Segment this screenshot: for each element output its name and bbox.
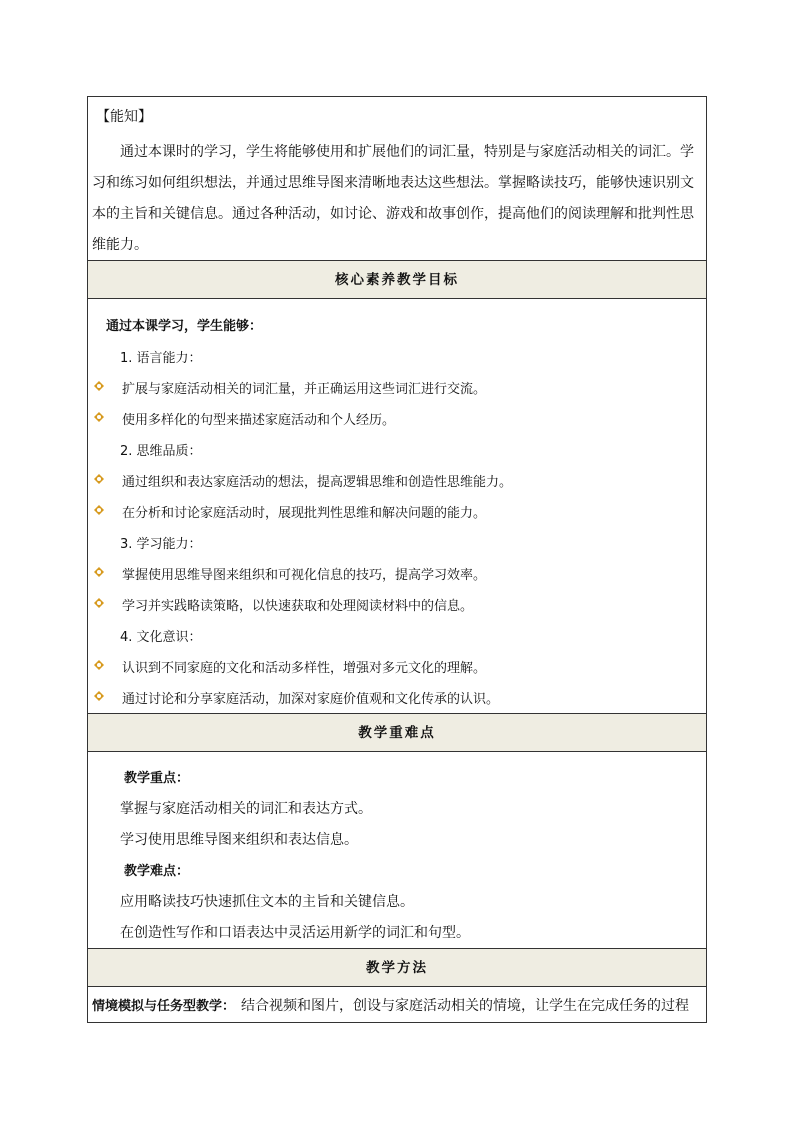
difficulty-item: 应用略读技巧快速抓住文本的主旨和关键信息。 xyxy=(120,894,414,910)
lesson-plan-table xyxy=(87,96,707,1023)
focus-label: 教学重点： xyxy=(124,771,190,786)
diamond-bullet-icon xyxy=(94,691,104,701)
goal-heading-learning: 3. 学习能力： xyxy=(120,537,202,552)
diamond-bullet-icon xyxy=(94,412,104,422)
difficulty-label: 教学难点： xyxy=(124,864,190,879)
focus-item: 学习使用思维导图来组织和表达信息。 xyxy=(120,832,358,848)
goal-item: 通过组织和表达家庭活动的想法，提高逻辑思维和创造性思维能力。 xyxy=(122,475,513,490)
diamond-bullet-icon xyxy=(94,505,104,515)
goal-item: 认识到不同家庭的文化和活动多样性，增强对多元文化的理解。 xyxy=(122,661,487,676)
difficulty-item: 在创造性写作和口语表达中灵活运用新学的词汇和句型。 xyxy=(120,925,470,941)
goal-item: 使用多样化的句型来描述家庭活动和个人经历。 xyxy=(122,413,396,428)
goals-section xyxy=(87,299,707,714)
ability-section xyxy=(87,96,707,261)
focus-item: 掌握与家庭活动相关的词汇和表达方式。 xyxy=(120,801,372,817)
goal-item: 扩展与家庭活动相关的词汇量，并正确运用这些词汇进行交流。 xyxy=(122,382,487,397)
methods-label: 情境模拟与任务型教学： xyxy=(92,999,236,1014)
methods-text: 结合视频和图片，创设与家庭活动相关的情境，让学生在完成任务的过程 xyxy=(241,998,690,1014)
diamond-bullet-icon xyxy=(94,598,104,608)
goal-item: 通过讨论和分享家庭活动，加深对家庭价值观和文化传承的认识。 xyxy=(122,692,500,707)
keypoints-section xyxy=(87,752,707,949)
goal-item: 在分析和讨论家庭活动时，展现批判性思维和解决问题的能力。 xyxy=(122,506,487,521)
goal-heading-language: 1. 语言能力： xyxy=(120,351,202,366)
methods-header: 教学方法 xyxy=(87,949,707,987)
goals-intro: 通过本课学习，学生能够： xyxy=(106,319,263,334)
diamond-bullet-icon xyxy=(94,567,104,577)
keypoints-header: 教学重难点 xyxy=(87,714,707,752)
ability-line-3: 本的主旨和关键信息。通过各种活动，如讨论、游戏和故事创作，提高他们的阅读理解和批判性思 xyxy=(92,206,694,222)
diamond-bullet-icon xyxy=(94,474,104,484)
goal-item: 掌握使用思维导图来组织和可视化信息的技巧，提高学习效率。 xyxy=(122,568,487,583)
goal-heading-culture: 4. 文化意识： xyxy=(120,630,202,645)
goal-item: 学习并实践略读策略，以快速获取和处理阅读材料中的信息。 xyxy=(122,599,474,614)
ability-line-1: 通过本课时的学习，学生将能够使用和扩展他们的词汇量，特别是与家庭活动相关的词汇。学 xyxy=(120,144,694,160)
ability-line-4: 维能力。 xyxy=(92,237,148,253)
ability-tag: 【能知】 xyxy=(96,109,152,125)
diamond-bullet-icon xyxy=(94,660,104,670)
goal-heading-thinking: 2. 思维品质： xyxy=(120,444,202,459)
diamond-bullet-icon xyxy=(94,381,104,391)
ability-line-2: 习和练习如何组织想法，并通过思维导图来清晰地表达这些想法。掌握略读技巧，能够快速识别文 xyxy=(92,175,694,191)
goals-header: 核心素养教学目标 xyxy=(87,261,707,299)
methods-section xyxy=(87,987,707,1023)
